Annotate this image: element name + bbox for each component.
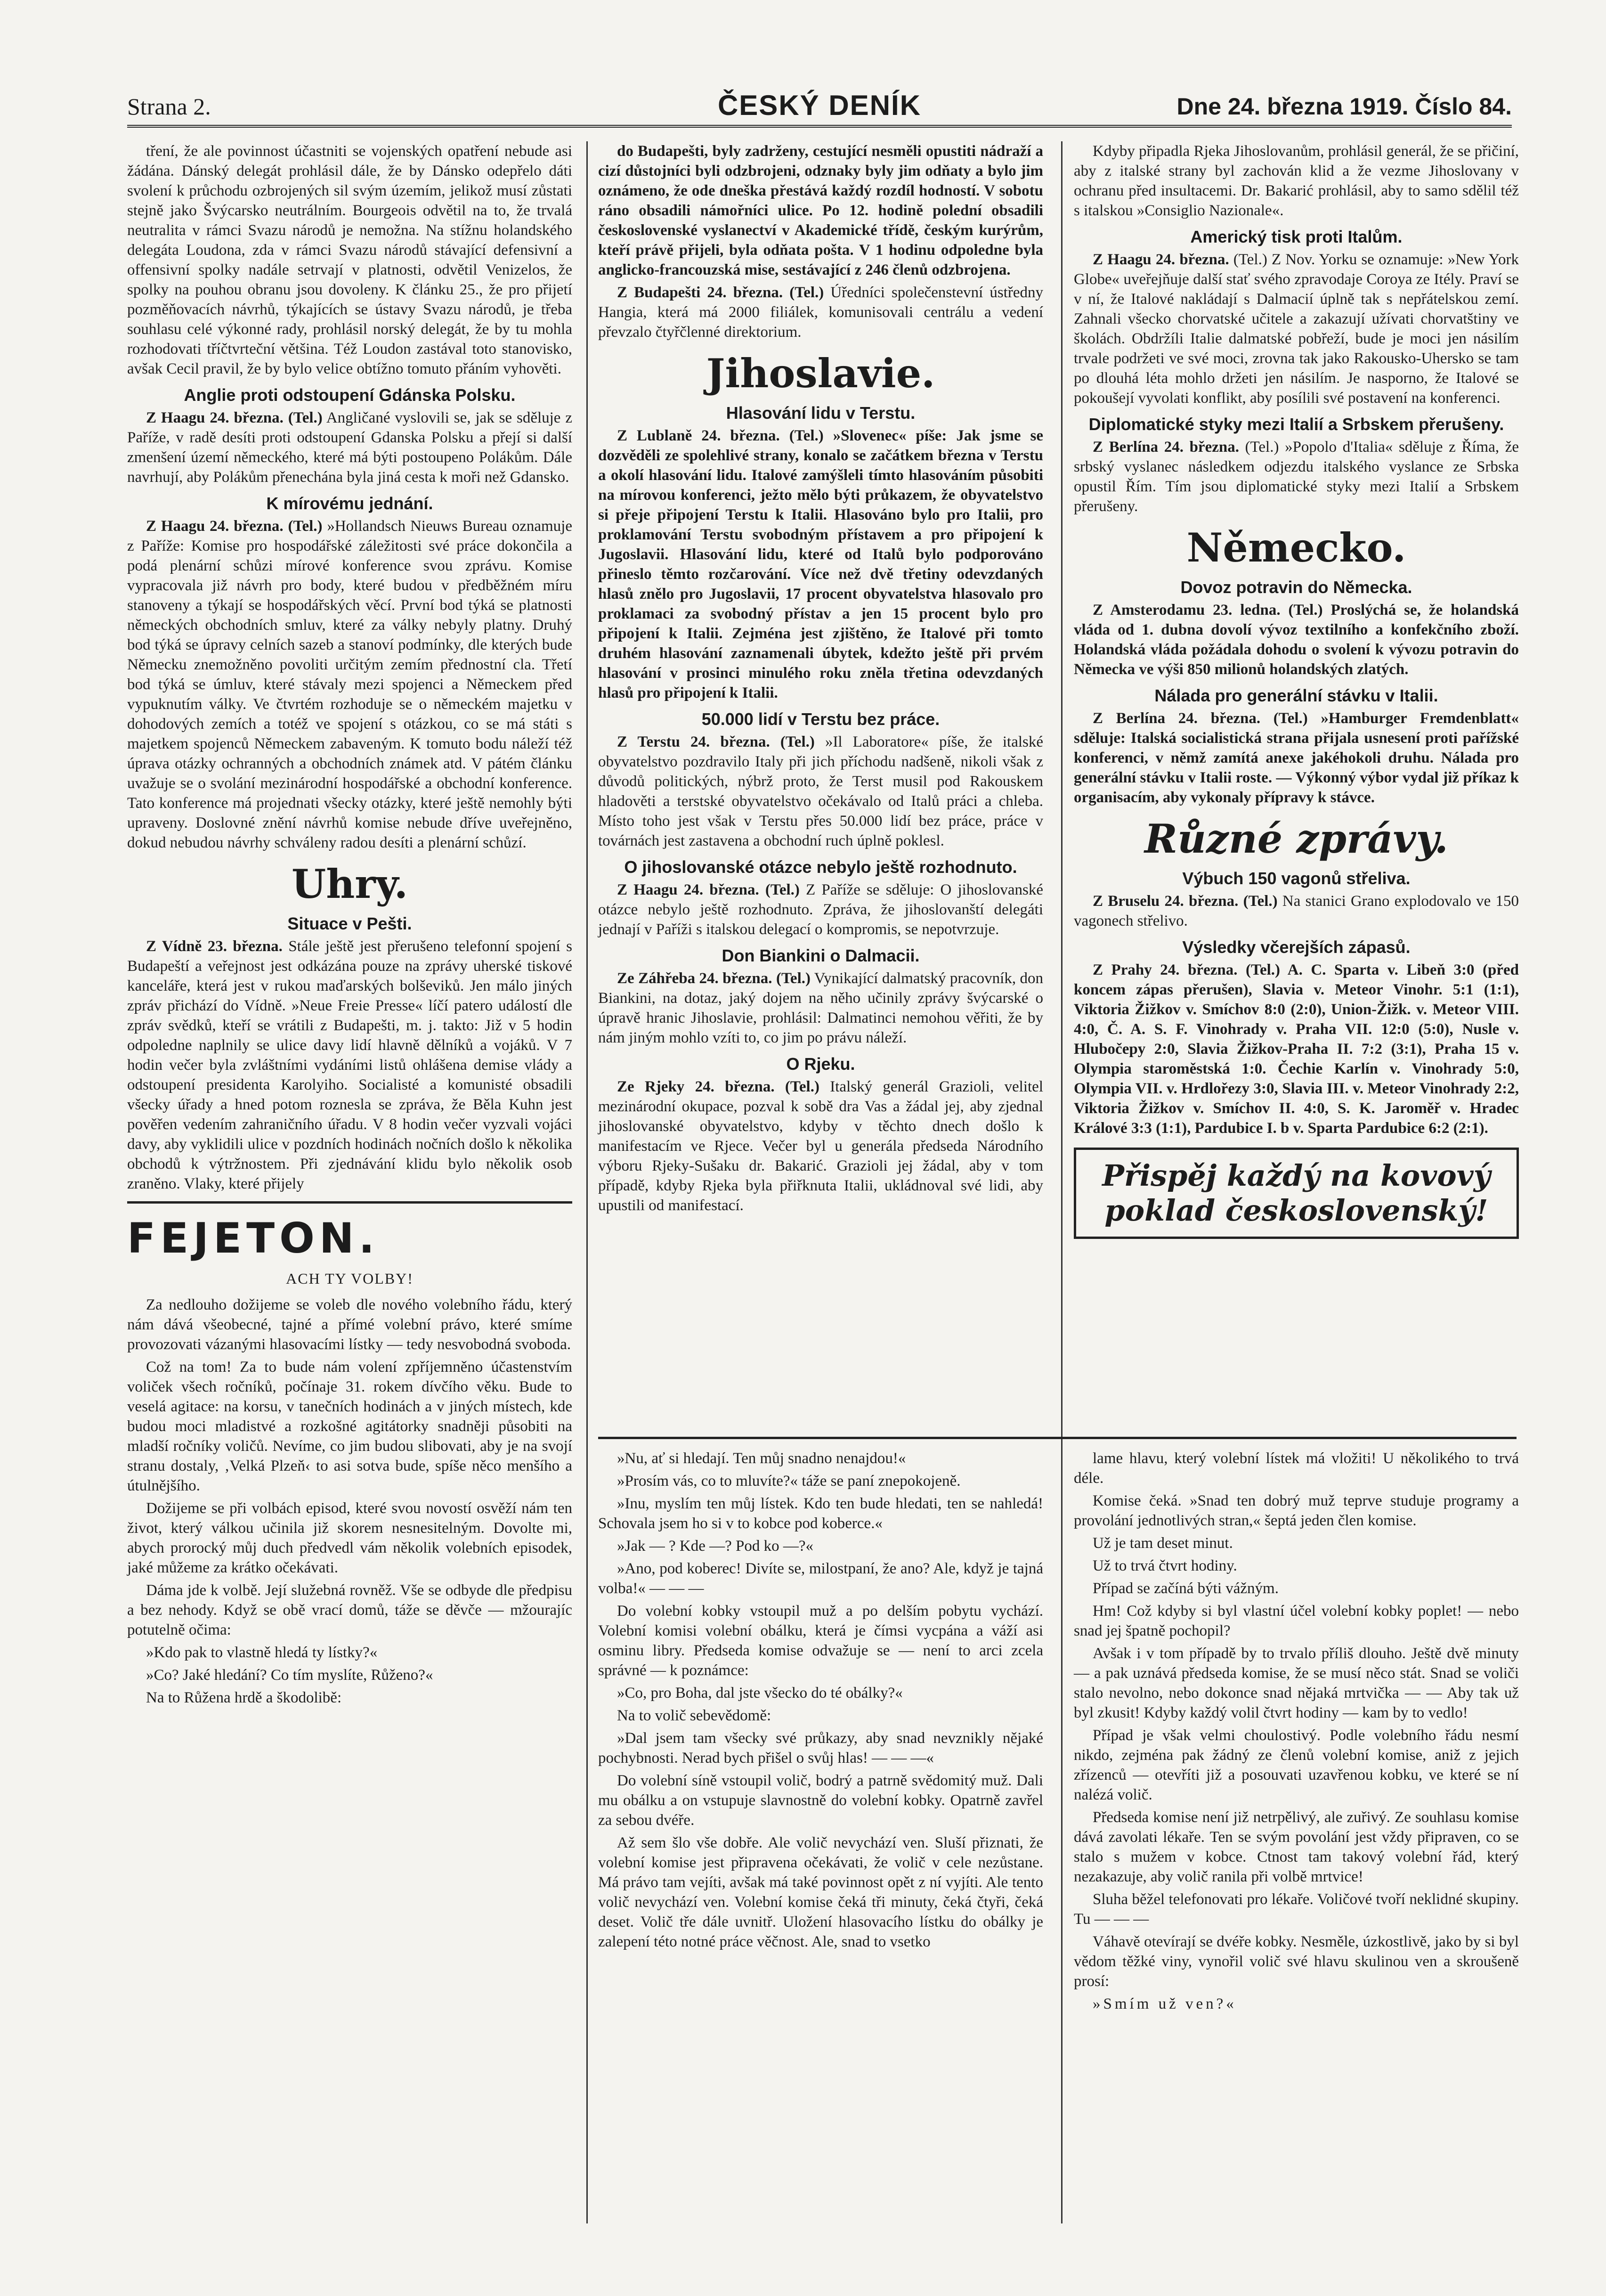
feuilleton-paragraph: »Inu, myslím ten můj lístek. Kdo ten bude hledati, ten se nahledá! Schovala jsem ho si v to kobce pod koberce.« xyxy=(598,1495,1043,1532)
article-paragraph xyxy=(598,969,1043,1048)
dateline: Z Budapešti 24. března. (Tel.) xyxy=(617,284,824,301)
feuilleton-paragraph: »Prosím vás, co to mluvíte?« táže se paní znepokojeně. xyxy=(617,1473,961,1490)
feuilleton-paragraph: Už je tam deset minut. xyxy=(1093,1535,1233,1552)
article-text: Z Paříže se sděluje: O jihoslovanské otázce nebylo ještě rozhodnuto. Zpráva, že jihoslovanští delegáti jednají v Paříži s italskou delegací o kompromis, se nepotvrzuje. xyxy=(598,881,1043,938)
article-heading: Nálada pro generální stávku v Italii. xyxy=(1154,686,1438,705)
column-divider xyxy=(1061,141,1063,2223)
feuilleton-paragraph: lame hlavu, který volební lístek má vložiti! U několikého to trvá déle. xyxy=(1074,1450,1519,1487)
article-text: Stále ještě jest přerušeno telefonní spojení s Budapeští a veřejnost jest odkázána pouze na zprávy uherské tiskové kanceláře, která jest v rukou maďarských bolševiků. Jen málo jiných zpráv přichází do Vídně. »Neue Freie Presse« líčí patero událostí dle zpráv svědků, kteří se vrátili z Budapešti, m. j. takto: Již v 5 hodin odpoledne naplnily se ulice davy lidí hlavně dělníků a vojáků. V 7 hodin večer byla zvláštními vydáními listů ohlášena demise vlády a odstoupení presidenta Karolyiho. Socialisté a komunisté obsadili všecky úřady a hned potom roznesla se zpráva, že Běla Kuhn jest pověřen vedením zahraničního úřadu. V 8 hodin večer vyzvali vojáci davy, aby vyklidili ulice v pozdních hodinách nočních došlo k několika obchodů k výtržnostem. Při zjednávání klidu bylo několik osob zraněno. Vlaky, které přijely xyxy=(127,938,573,1192)
article-paragraph xyxy=(598,426,1043,703)
dateline: Z Berlína 24. března. xyxy=(1093,710,1261,727)
feuilleton-paragraph: Předseda komise není již netrpělivý, ale zuřivý. Ze souhlasu komise dává zavolati lékaře. Ten se svým povolání jest vždy připraven, co se stalo s mužem v kobce. Ctnost tam takový volební řád, který nezakazuje, aby volič ranila při volbě mrtvice! xyxy=(1074,1809,1519,1885)
dateline: Z Haagu 24. března. xyxy=(1093,251,1229,268)
dateline: Z Terstu 24. března. (Tel.) xyxy=(617,733,815,750)
article-heading: Americký tisk proti Italům. xyxy=(1190,227,1403,246)
dateline: Z Haagu 24. března. (Tel.) xyxy=(146,518,323,535)
masthead-title: ČESKÝ DENÍK xyxy=(717,90,922,121)
article-paragraph xyxy=(1074,891,1519,931)
article-heading: Situace v Pešti. xyxy=(287,914,412,933)
feuilleton-paragraph: »Dal jsem tam všecky své průkazy, aby snad nevznikly nějaké pochybnosti. Nerad bych přišel o svůj hlas! — — —« xyxy=(598,1730,1043,1767)
feuilleton-paragraph: Až sem šlo vše dobře. Ale volič nevychází ven. Sluší přiznati, že volební komise jest připravena očekávati, že volič v cele nezůstane. Má právo tam vejíti, avšak má také povinnost opět z ní vyjíti. Ale tento volič nevychází ven. Volební komise čeká tři minuty, čeká čtyři, čeká deset. Volič tře dále uvnitř. Uložení hlasovacího lístku do obálky je zalepení této notné práce věčnost. Ale, snad to vsetko xyxy=(598,1834,1043,1950)
article-text: Vynikající dalmatský pracovník, don Biankini, na dotaz, jaký dojem na něho učinily zprávy švýcarské o úpravě hranic Jihoslavie, prohlásil: Dalmatinci nemohou věřiti, že by nám jiným mohlo vzíti to, co jim po právu náleží. xyxy=(598,970,1044,1046)
article-paragraph xyxy=(127,408,572,487)
section-heading: Uhry. xyxy=(292,861,408,907)
article-paragraph xyxy=(1074,960,1519,1138)
article-heading: Diplomatické styky mezi Italií a Srbskem přerušeny. xyxy=(1088,415,1504,434)
article-heading: Don Biankini o Dalmacii. xyxy=(722,946,920,965)
article-text: A. C. Sparta v. Libeň 3:0 (před koncem zápas přerušen), Slavia v. Meteor Vinohr. 5:1 (1:1), Viktoria Žižkov v. Smíchov 8:0 (2:0), Union-Žižk. v. Meteor VIII. 4:0, Č. A. S. F. Vinohrady v. Praha VII. 12:0 (5:0), Nusle v. Hlubočepy 2:0, Slavia Žižkov-Praha II. 7:2 (3:1), Praha 15 v. Olympia staroměstská 1:0. Čechie Karlín v. Vinohrady 5:0, Olympia VII. v. Hrdlořezy 3:0, Slavia III. v. Meteor Vinohrady 2:2, Viktoria Žižkov v. Smíchov II. 4:0, S. K. Jaroměř v. Hradec Králové 3:3 (1:1), Pardubice I. b v. Sparta Pardubice 6:2 (2:1). xyxy=(1074,961,1519,1137)
section-divider xyxy=(127,1201,572,1204)
article-text: »Il Laboratore« píše, že italské obyvatelstvo pozdravilo Italy při jich příchodu nadšeně, nikoli však z důvodů politických, nýbrž proto, že Terst musil pod Rakouskem hladověti a terstské obyvatelstvo očekávalo od Italů práci a chleba. Místo toho jest však v Terstu přes 50.000 lidí bez práce, práce v továrnách jest zastavena a obchodní ruch úplně poklesl. xyxy=(598,733,1043,849)
article-paragraph xyxy=(598,1077,1043,1215)
feuilleton-paragraph: Do volební síně vstoupil volič, bodrý a patrně svědomitý muž. Dali mu obálku a on vstupuje slavnostně do volební kobky. Opatrně zavřel za sebou dvéře. xyxy=(598,1772,1043,1829)
article-paragraph xyxy=(1074,708,1519,807)
dateline: Z Bruselu 24. března. (Tel.) xyxy=(1093,893,1278,910)
feuilleton-paragraph: »Co, pro Boha, dal jste všecko do té obálky?« xyxy=(617,1685,903,1702)
dateline: Z Vídně 23. března. xyxy=(146,938,283,955)
feuilleton-paragraph: Na to Růžena hrdě a škodolibě: xyxy=(146,1689,342,1706)
dateline: Z Haagu 24. března. (Tel.) xyxy=(146,409,323,426)
feuilleton-paragraph: Už to trvá čtvrt hodiny. xyxy=(1093,1557,1237,1574)
article-paragraph xyxy=(1074,250,1519,408)
feuilleton-paragraph: Na to volič sebevědomě: xyxy=(617,1707,771,1724)
article-heading: O jihoslovanské otázce nebylo ještě rozhodnuto. xyxy=(624,857,1017,877)
article-paragraph xyxy=(127,516,572,853)
feuilleton-paragraph: »Ano, pod koberec! Divíte se, milostpaní, že ano? Ale, když je tajná volba!« — — — xyxy=(598,1560,1043,1597)
appeal-box: Přispěj každý na kovový poklad československý! xyxy=(1074,1148,1519,1239)
article-text: (Tel.) Proslýchá se, že holandská vláda od 1. dubna dovolí vývoz textilního a konfekčního zboží. Holandská vláda požádala dohodu o svolení k vývozu potravin do Německa ve výši 850 milionů holandských zlatých. xyxy=(1074,602,1519,678)
article-text: Angličané vyslovili se, jak se sděluje z Paříže, v radě desíti proti odstoupení Gdanska Polsku a přejí si další zmenšení území německého, které má býti postoupeno Polákům. Dále navrhují, aby Polákům přenechána byla jiná cesta k moři než Gdansko. xyxy=(127,409,572,486)
article-paragraph xyxy=(1074,600,1519,679)
article-heading: 50.000 lidí v Terstu bez práce. xyxy=(701,709,940,729)
dateline: Z Berlína 24. března. xyxy=(1093,439,1239,456)
feuilleton-paragraph: »Jak — ? Kde —? Pod ko —?« xyxy=(617,1538,814,1555)
column-3 xyxy=(1074,141,1519,1583)
article-paragraph xyxy=(598,283,1043,342)
dateline: Z Haagu 24. března. (Tel.) xyxy=(617,881,800,898)
article-heading: Výsledky včerejších zápasů. xyxy=(1182,937,1411,957)
article-paragraph xyxy=(598,880,1043,939)
feuilleton-column-2 xyxy=(598,1449,1043,2221)
dateline: Ze Rjeky 24. března. (Tel.) xyxy=(617,1078,819,1095)
feuilleton-title: ACH TY VOLBY! xyxy=(286,1270,414,1287)
article-heading: Výbuch 150 vagonů střeliva. xyxy=(1182,869,1411,888)
column-2 xyxy=(598,141,1043,1460)
article-paragraph xyxy=(127,936,572,1194)
article-text: Úředníci společenstevní ústředny Hangia, která má 2000 filiálek, komunisovali centrálu a vedení převzalo čtyřčlenné direktorium. xyxy=(598,284,1043,341)
column-1 xyxy=(127,141,572,2223)
page-header xyxy=(127,87,1512,128)
article-text: (Tel.) »Popolo d'Italia« sděluje z Říma, že srbský vyslanec následkem odjezdu italského vyslance ze Srbska opustil Řím. Tím jsou diplomatické styky mezi Italií a Srbskem přerušeny. xyxy=(1074,439,1519,515)
section-heading: Různé zprávy. xyxy=(1144,815,1448,862)
article-paragraph: tření, že ale povinnost účastniti se vojenských opatření nebude asi žádána. Dánský delegát prohlásil dále, že by Dánsko odepřelo dáti svolení k průchodu ozbrojených sil svým územím, jelikož musí zůstati stejně jako Švýcarsko neutrálním. Bourgeois odvětil na to, že trvalá neutralita v rámci Svazu národů je nemožna. Na stížnu holandského delegáta Loudona, zda v rámci Svazu národů stávající defensivní a offensivní spolky nadále setrvají v platnosti, odvětil Venizelos, že spolky na pouhou obranu jsou dovoleny. K článku 25., že pro přijetí pozměňovacích návrhů, týkajících se ústavy Svazu národů, je třeba souhlasu celé výkonné rady, prohlásil norský delegát, že by tu mohla rozhodovati tříčtvrteční většina. Též Loudon zastával toto stanovisko, avšak Cecil pravil, že by bylo velice obtížno tomuto přáním vyhověti. xyxy=(127,143,572,377)
dateline: Ze Záhřeba 24. března. (Tel.) xyxy=(617,970,811,987)
article-text: »Slovenec« píše: Jak jsme se dozvěděli ze spolehlivé strany, konalo se začátkem března v Terstu a okolí hlasování lidu. Italové zamýšleli tímto hlasováním působiti na mírovou konferenci, ježto mělo býti průkazem, že obyvatelstvo si přeje připojení Terstu k Italii. Hlasováno bylo pro Italii, pro proklamování Terstu svobodným přístavem a pro připojení k Jugoslavii. Hlasování lidu, které od Italů bylo podporováno přineslo těmto rozčarování. Více než dvě třetiny odevzdaných hlasů znělo pro Jugoslavii, 17 procent obyvatelstva hlasovalo pro proklamaci za svobodný přístav a jen 15 procent bylo pro připojení k Italii. Zejména jest zjištěno, že Italové při tomto druhém hlasování zaznamenali úbytek, kdežto ještě při prvém hlasování v prosinci minulého roku zněla třetina odevzdaných hlasů pro připojení k Italii. xyxy=(598,427,1043,701)
feuilleton-paragraph: Dáma jde k volbě. Její služebná rovněž. Vše se odbyde dle předpisu a bez nehody. Když se obě vrací domů, táže se děvče — mžourajíc potutelně očima: xyxy=(127,1582,572,1638)
dateline: Z Amsterodamu 23. ledna. xyxy=(1093,602,1281,619)
feuilleton-paragraph: »Nu, ať si hledají. Ten můj snadno nenajdou!« xyxy=(617,1450,906,1467)
feuilleton-paragraph: Sluha běžel telefonovati pro lékaře. Voličové tvoří neklidné skupiny. Tu — — — xyxy=(1074,1891,1519,1928)
article-heading: K mírovému jednání. xyxy=(266,494,433,513)
feuilleton-paragraph: Dožijeme se při volbách episod, které svou novostí osvěží nám ten život, který válkou učinila již skorem nesnesitelným. Dovolte mi, abych prorocký můj duch předvedl vám několik volebních episodek, jaké můžeme za krátko očekávati. xyxy=(127,1500,572,1576)
feuilleton-paragraph: Případ se začíná býti vážným. xyxy=(1093,1580,1279,1597)
section-heading: Jihoslavie. xyxy=(706,350,935,397)
feuilleton-paragraph: Avšak i v tom případě by to trvalo příliš dlouho. Ještě dvě minuty — a pak uznává předseda komise, že se musí něco stát. Snad se voliči stalo nevolno, nebo dokonce snad nějaká mrtvička — — Aby tak už byl zkusit! Kdyby každý volil čtvrt hodiny — kam by to vedlo! xyxy=(1074,1645,1519,1721)
article-heading: Dovoz potravin do Německa. xyxy=(1180,578,1412,597)
feuilleton-paragraph: Komise čeká. »Snad ten dobrý muž teprve studuje programy a provolání jednotlivých stran,« šeptá jeden člen komise. xyxy=(1074,1492,1519,1529)
feuilleton-paragraph: Hm! Což kdyby si byl vlastní účel volební kobky poplet! — nebo snad jej špatně pochopil? xyxy=(1074,1603,1519,1639)
article-text: »Hollandsch Nieuws Bureau oznamuje z Paříže: Komise pro hospodářské záležitosti své práce dokončila a podá plenární schůzi mírové konference svou zprávu. Komise vypracovala již návrh pro body, které budou v předběžném míru stanoveny a týkají se hospodářských věcí. První bod týká se platnosti německých obchodních smluv, které za války nebyly platny. Druhý bod týká se úpravy celních sazeb a stanoví podmínky, dle kterých bude Německu znemožněno povoliti určitým zemím přednostní cla. Třetí bod týká se úmluv, které stávaly mezi spojenci a Německem před vypuknutím války. Ve čtvrtém rozhoduje se o německém majetku v dohodových zemích a totéž ve spojení s otázkou, co se má státi s majetkem spojenců Německem zabaveným. K tomuto bodu náleží též úprava otázky ochranných a obchodních známek atd. V pátém článku uvažuje se o svolání mezinárodní hospodářské a obchodní konference. Tato konference má projednati všecky otázky, které ještě nemohly býti upraveny. Doslovné znění návrhů komise nebude dříve uveřejněno, dokud nebudou návrhy schváleny radou desíti a plenární schůzí. xyxy=(127,518,572,851)
feuilleton-paragraph: »Co? Jaké hledání? Co tím myslíte, Růženo?« xyxy=(146,1667,433,1684)
dateline: Z Lublaně 24. března. (Tel.) xyxy=(617,427,824,444)
issue-date: Dne 24. března 1919. Číslo 84. xyxy=(1176,93,1512,120)
feuilleton-paragraph: Do volební kobky vstoupil muž a po delším pobytu vychází. Volební komisi volební obálku, která je čímsi vycpána a váží asi osminu libry. Předseda komise odvažuje se — není to arci zcela správné — k poznámce: xyxy=(598,1603,1043,1679)
feuilleton-paragraph: Váhavě otevírají se dvéře kobky. Nesměle, úzkostlivě, jako by si byl vědom těžké viny, vynořil volič své hlavu skulinou ven a skroušeně prosí: xyxy=(1074,1933,1519,1990)
article-text: (Tel.) »Hamburger Fremdenblatt« sděluje: Italská socialistická strana přijala usnesení proti pařížské konferenci, v němž zamítá anexe jakéhokoli druhu. Nálada pro generální stávku v Italii roste. — Výkonný výbor vydal již příkaz k organisacím, aby vykonaly přípravy k stávce. xyxy=(1074,710,1519,806)
article-text: (Tel.) Z Nov. Yorku se oznamuje: »New York Globe« uveřejňuje další stať svého zpravodaje Coroya ze Itély. Praví se v ní, že Italové nakládají s Dalmacií úplně tak s nepřátelskou zemí. Zahnali všecko chorvatské učitele a zakazují užívati chorvatštiny ve školách. Obdržíli Italie dalmatské pobřeží, bude je moci jen násilím trvale podržeti ve své moci, zrovna tak jako Rakousko-Uhersko se tam po dlouhá léta mohlo držeti jen násilím. Je nasporno, že Italové se pokoušejí vyvolati konflikt, aby posílili své postavení na konferenci. xyxy=(1074,251,1519,407)
article-text: Italský generál Grazioli, velitel mezinárodní okupace, pozval k sobě dra Vas a žádal jej, aby zjednal jihoslovanské obyvatelstvo, kdyby v těchto dnech došlo k manifestacím ve Rjece. Večer byl u generála předseda Národního výboru Rjeky-Sušaku dr. Bakarić. Grazioli jej žádal, aby v tom případě, kdyby Rjeka byla přiřknuta Italii, ukládnoval své lidi, aby upustili od manifestací. xyxy=(598,1078,1043,1214)
article-paragraph: Kdyby připadla Rjeka Jihoslovanům, prohlásil generál, že se přičiní, aby z italské strany byl zachován klid a že vezme Jihoslovany v ochranu před insultacemi. Dr. Bakarić prohlásil, aby to samo sdělil též s italskou »Consiglio Nazionale«. xyxy=(1074,143,1519,219)
feuilleton-heading: FEJETON. xyxy=(127,1214,379,1262)
article-paragraph: do Budapešti, byly zadrženy, cestující nesměli opustiti nádraží a cizí důstojníci byli odzbrojeni, odznaky byly jim odňaty a bylo jim oznámeno, že ode dneška přestává každý rozdíl hodností. V sobotu ráno obsadili námořníci ulice. Po 12. hodině polední obsadili československé vyslanectví v Akademické třídě, českým kurýrům, kteří právě přijeli, byla odňata pošta. V 1 hodinu odpoledne byla anglicko-francouzská mise, sestávající z 246 členů odzbrojena. xyxy=(598,143,1043,278)
column-divider xyxy=(586,141,588,2223)
article-paragraph xyxy=(1074,437,1519,516)
article-heading: Hlasování lidu v Terstu. xyxy=(726,403,916,423)
article-heading: Anglie proti odstoupení Gdánska Polsku. xyxy=(184,385,516,405)
feuilleton-paragraph: »Smím už ven?« xyxy=(1093,1995,1237,2012)
article-heading: O Rjeku. xyxy=(786,1054,855,1074)
feuilleton-paragraph: Za nedlouho dožijeme se voleb dle nového volebního řádu, který nám dává všeobecné, tajné a přímé volební právo, které smíme provozovati vázanými hlasovacími lístky — tedy nesvobodná svoboda. xyxy=(127,1296,572,1353)
section-heading: Německo. xyxy=(1186,524,1406,571)
article-paragraph xyxy=(598,732,1043,851)
page-number: Strana 2. xyxy=(127,93,211,120)
article-text: Na stanici Grano explodovalo ve 150 vagonech střelivo. xyxy=(1074,893,1519,929)
feuilleton-paragraph: Což na tom! Za to bude nám volení zpříjemněno účastenstvím voliček všech ročníků, počínaje 31. rokem dívčího věku. Bude to veselá agitace: na korsu, v tanečních hodinách a v jiných místech, kde budou moci mladistvé a rozkošné agitátorky snadněji působiti na mladší ročníky voličů. Nevíme, co jim budou slibovati, aby je na svojí stranu dostaly, ‚Velká Plzeň‹ to asi sotva bude, spíše něco menšího a útulnějšího. xyxy=(127,1359,572,1494)
feuilleton-column-3 xyxy=(1074,1449,1519,2221)
feuilleton-paragraph: Případ je však velmi choulostivý. Podle volebního řádu nesmí nikdo, zejména pak žádný ze členů volební komise, aniž z jejich zřízenců — otevříti již a posouvati uzavřenou kobku, ve které se ní nalézá volič. xyxy=(1074,1727,1519,1803)
dateline: Z Prahy 24. března. (Tel.) xyxy=(1093,961,1281,978)
feuilleton-paragraph: »Kdo pak to vlastně hledá ty lístky?« xyxy=(146,1644,378,1661)
